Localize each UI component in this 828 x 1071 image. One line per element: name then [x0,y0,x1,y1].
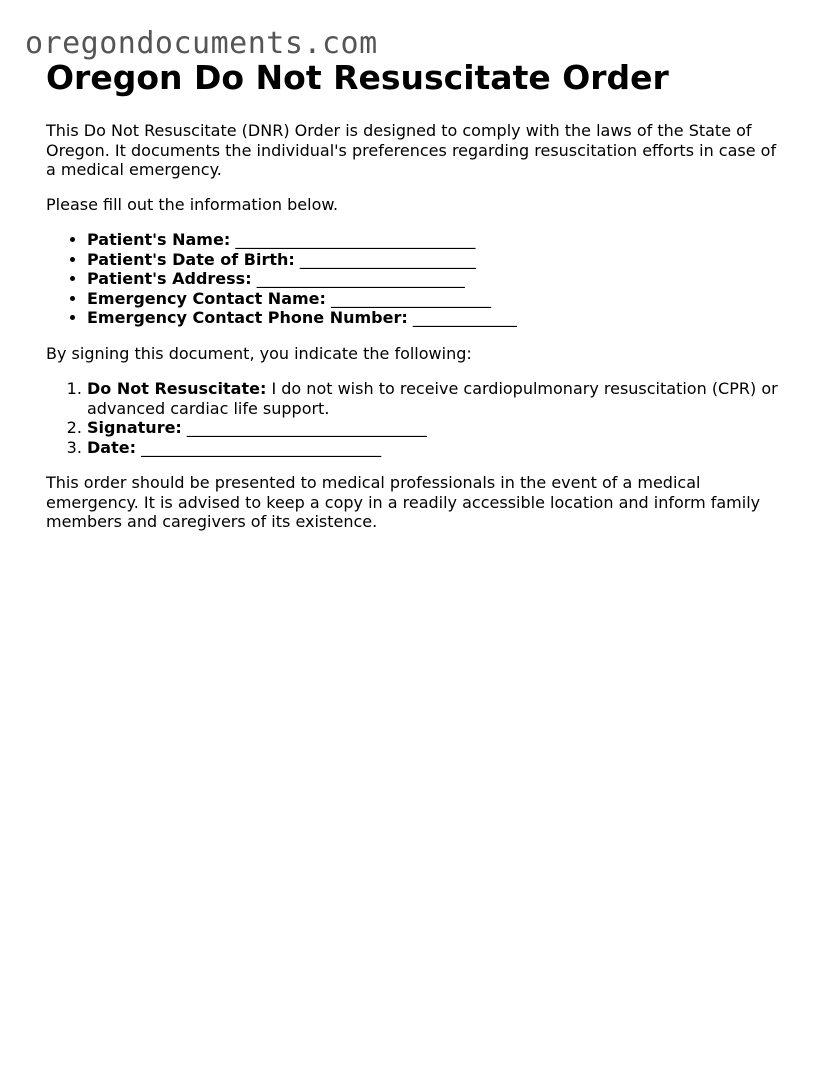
declaration-label: Do Not Resuscitate: [87,379,267,398]
field-emergency-contact-phone [87,308,786,328]
field-label: Patient's Address: [87,269,252,288]
closing-paragraph: This order should be presented to medical professionals in the event of a medical emergency. It is advised to keep a copy in a readily accessible location and inform family members and caregivers of its existence. [46,473,761,531]
field-blank[interactable]: ____________________ [331,288,491,308]
declaration-text: I do not wish to receive cardiopulmonary resuscitation (CPR) or advanced cardiac life support. [87,379,778,418]
field-patient-name [87,230,786,250]
field-patient-dob [87,250,786,270]
date-blank[interactable]: ______________________________ [141,437,382,457]
patient-info-list [46,230,786,328]
instruction-paragraph: Please fill out the information below. [46,194,339,214]
intro-paragraph: This Do Not Resuscitate (DNR) Order is designed to comply with the laws of the State of Oregon. It documents the individual's preferences regarding resuscitation efforts in case of a medical emergency. [46,121,777,179]
declarations-list [46,379,786,457]
field-blank[interactable]: ______________________ [299,249,476,269]
declaration-dnr [87,379,786,418]
page-title: Oregon Do Not Resuscitate Order [46,58,669,97]
declaration-label: Date: [87,437,136,457]
signature-blank[interactable]: ______________________________ [186,418,427,437]
signing-intro: By signing this document, you indicate the following: [46,343,472,363]
field-emergency-contact-name [87,289,786,309]
field-label: Emergency Contact Name: [87,288,326,308]
document-body [46,58,786,532]
declaration-label: Signature: [87,418,182,437]
declaration-signature [87,418,786,438]
field-patient-address [87,269,786,289]
site-watermark: oregondocuments.com [25,26,378,61]
field-label: Patient's Name: [87,230,231,249]
field-blank[interactable]: __________________________ [256,269,465,288]
field-blank[interactable]: ______________________________ [235,230,476,249]
field-blank[interactable]: _____________ [412,308,517,327]
declaration-date [87,438,786,458]
field-label: Patient's Date of Birth: [87,249,295,269]
field-label: Emergency Contact Phone Number: [87,308,408,327]
